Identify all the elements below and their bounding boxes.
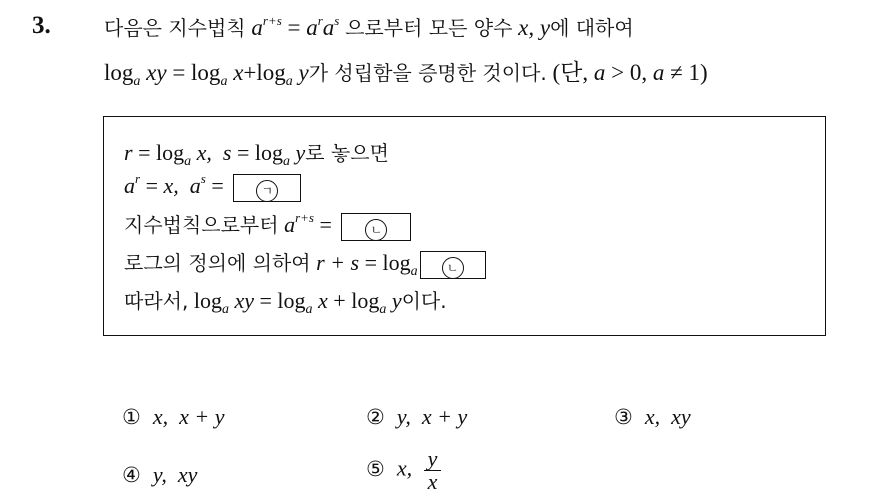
log-base: a [282,154,290,169]
choice-number: ⑤ [366,456,385,481]
log-base: a [305,302,313,317]
log-label: log [191,60,221,85]
proof-line-4 [124,247,486,279]
base-a: a [306,15,318,40]
choice-first: x, [644,404,661,429]
proof-box [103,116,826,336]
blank-label-giyeok: ㄱ [256,180,278,202]
exponent-r-plus-s: r+s [295,210,314,225]
log-label: log [351,288,380,313]
base-a: a [284,212,296,237]
blank-label-nieun: ㄴ [442,257,464,279]
base-a: a [322,15,335,40]
log-argument: x [318,288,328,313]
base-a: a [189,173,201,198]
choice-3[interactable] [614,404,691,430]
plus-sign: + [333,288,346,313]
question-line-1 [104,12,634,41]
base-a: a [251,15,263,40]
blank-box-nieun-2 [420,251,486,279]
proof-line-1 [124,137,389,169]
question-number: 3. [32,12,51,39]
condition-open: (단, [552,60,589,85]
log-label: log [382,250,411,275]
question-intro-text: 다음은 지수법칙 [104,16,246,40]
condition-a: a [652,60,665,85]
proof-text: 지수법칙으로부터 [124,213,279,237]
fraction-numerator: y [424,448,442,471]
log-argument: y [298,60,309,85]
expr-r-plus-s: r + s [316,250,360,275]
choice-second: xy [177,462,198,487]
log-argument: x [233,60,244,85]
equals-sign: = [145,173,158,198]
var-x: x, [163,173,179,198]
question-mid-text: 으로부터 모든 양수 [345,16,513,40]
log-argument: xy [234,288,254,313]
base-a: a [124,173,135,198]
equals-sign: = [138,140,151,165]
log-base: a [133,74,141,89]
equals-sign: = [364,250,377,275]
condition-not-one: ≠ 1) [670,60,708,85]
log-label: log [155,140,185,165]
blank-box-giyeok [233,174,301,202]
question-statement-text: 가 성립함을 증명한 것이다. [308,61,547,85]
fraction-denominator: x [427,469,438,494]
condition-greater-zero: > 0, [611,60,648,85]
var-r: r [124,140,133,165]
choice-first: y, [152,462,167,487]
log-base: a [410,264,418,279]
log-label: log [193,288,222,313]
proof-text: 로 놓으면 [305,141,389,165]
log-label: log [254,140,283,165]
equals-sign: = [236,140,250,165]
condition-a: a [593,60,606,85]
choice-4[interactable] [122,462,197,488]
choice-number: ① [122,405,141,429]
proof-text: 로그의 정의에 의하여 [124,251,311,275]
log-label: log [104,60,134,85]
exponent-s: s [200,171,206,186]
log-base: a [221,302,229,317]
equals-sign: = [172,60,186,85]
choice-5[interactable] [366,448,441,493]
choice-second: x + y [179,404,225,429]
log-base: a [220,74,228,89]
equals-sign: = [319,212,332,237]
log-base: a [379,302,387,317]
var-s: s [222,140,232,165]
proof-text: 이다. [401,289,447,313]
question-line-2 [104,54,708,87]
log-base: a [285,74,293,89]
question-tail-text: 에 대하여 [550,16,634,40]
proof-text: 따라서, [124,289,189,313]
proof-line-2 [124,173,301,202]
blank-box-nieun [341,213,411,241]
equals-sign: = [211,173,224,198]
choice-second: x + y [421,404,468,429]
blank-label-nieun: ㄴ [365,219,387,241]
exponent-r: r [317,13,323,28]
proof-line-3 [124,209,411,241]
exponent-r-plus-s: r+s [262,13,282,28]
choice-2[interactable] [366,404,467,430]
choice-number: ② [366,405,385,429]
log-argument: xy [146,60,167,85]
log-argument: y [391,288,402,313]
exponent-s: s [334,13,340,28]
choice-first: x, [396,455,413,481]
choice-second: xy [671,404,691,429]
choice-1[interactable] [122,404,224,430]
var-x: x, [196,140,212,165]
log-label: log [277,288,306,313]
log-label: log [256,60,286,85]
variables-xy: x, y [518,15,551,40]
exponent-r: r [135,171,141,186]
fraction-y-over-x [424,448,442,493]
choice-number: ③ [614,405,633,429]
choice-first: x, [152,404,169,429]
choice-first: y, [396,404,411,429]
equals-sign: = [287,15,301,40]
choice-number: ④ [122,463,141,487]
equals-sign: = [259,288,272,313]
log-base: a [184,154,192,169]
proof-line-5 [124,285,447,317]
var-y: y [295,140,306,165]
plus-sign: + [243,60,257,85]
